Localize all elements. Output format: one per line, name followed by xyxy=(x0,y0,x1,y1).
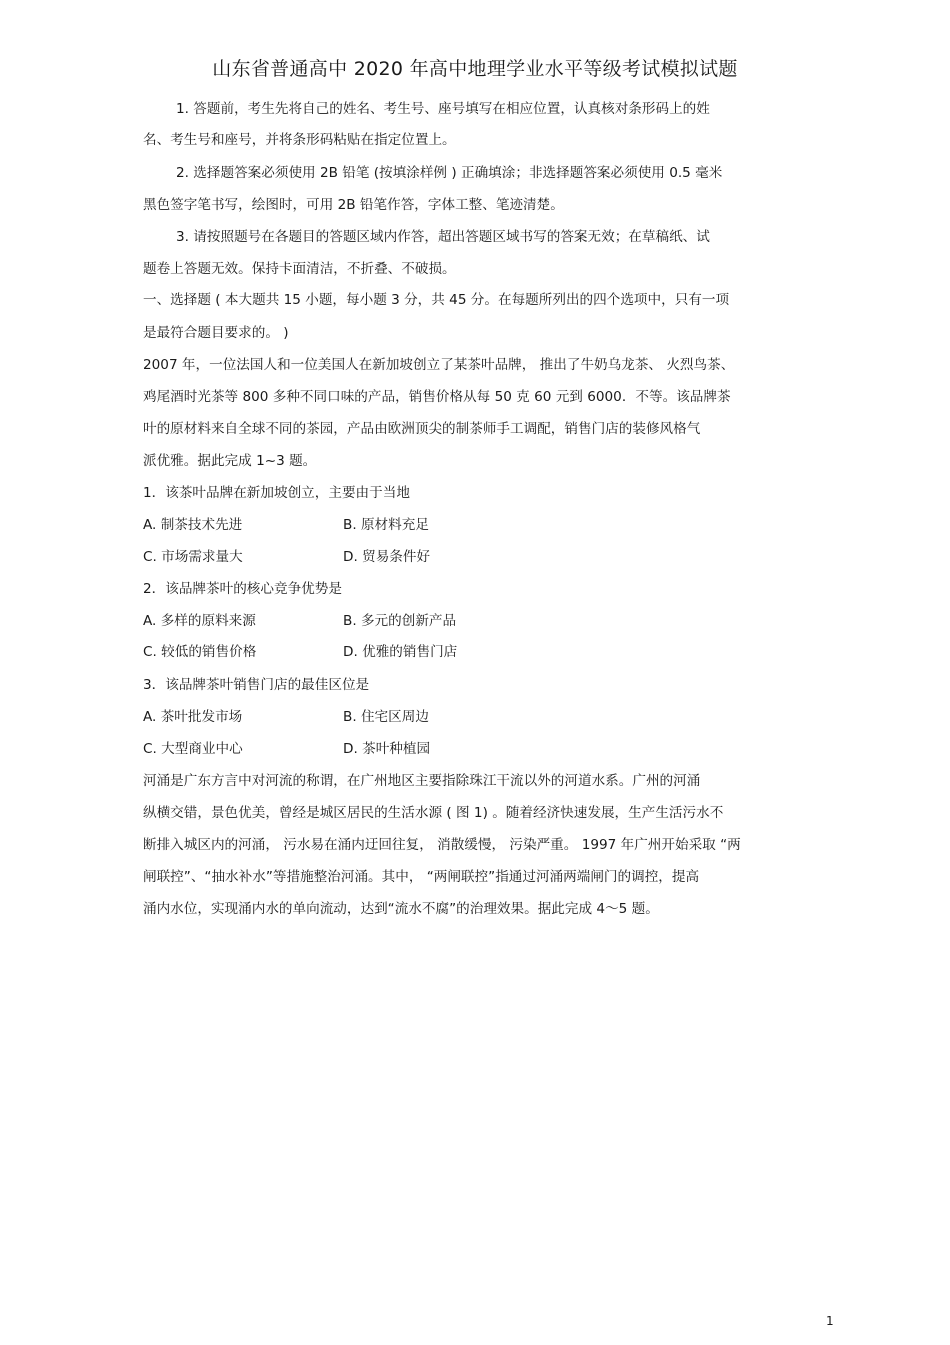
instruction-1-line2: 名、考生号和座号，并将条形码粘贴在指定位置上。 xyxy=(143,132,456,148)
page-title: 山东省普通高中 2020 年高中地理学业水平等级考试模拟试题 xyxy=(212,58,738,80)
question-3-option-b: B. 住宅区周边 xyxy=(343,709,429,725)
instruction-2-line1: 2. 选择题答案必须使用 2B 铅笔 (按填涂样例 ) 正确填涂；非选择题答案必须使用 0.5 毫米 xyxy=(176,165,723,181)
question-2-option-c: C. 较低的销售价格 xyxy=(143,644,257,660)
passage2-line4: 闸联控”、“抽水补水”等措施整治河涌。其中， “两闸联控”指通过河涌两端闸门的调控，提高 xyxy=(143,869,700,885)
passage2-line5: 涌内水位，实现涌内水的单向流动，达到“流水不腐”的治理效果。据此完成 4～5 题。 xyxy=(143,901,659,917)
instruction-1-line1: 1. 答题前，考生先将自己的姓名、考生号、座号填写在相应位置，认真核对条形码上的姓 xyxy=(176,101,710,117)
question-2-option-d: D. 优雅的销售门店 xyxy=(343,644,458,660)
section-header-line1: 一、选择题 ( 本大题共 15 小题，每小题 3 分，共 45 分。在每题所列出的四个选项中，只有一项 xyxy=(143,292,730,308)
question-3-option-d: D. 茶叶种植园 xyxy=(343,741,431,757)
passage1-line2: 鸡尾酒时光茶等 800 多种不同口味的产品，销售价格从每 50 克 60 元到 6000．不等。该品牌茶 xyxy=(143,389,731,405)
passage2-line3: 断排入城区内的河涌， 污水易在涌内迂回往复， 消散缓慢， 污染严重。 1997 年广州开始采取 “两 xyxy=(143,837,741,853)
passage1-line4: 派优雅。据此完成 1~3 题。 xyxy=(143,453,317,469)
question-1-option-a: A. 制茶技术先进 xyxy=(143,517,243,533)
passage1-line3: 叶的原材料来自全球不同的茶园，产品由欧洲顶尖的制茶师手工调配，销售门店的装修风格气 xyxy=(143,421,701,437)
question-1-option-b: B. 原材料充足 xyxy=(343,517,429,533)
passage2-line1: 河涌是广东方言中对河流的称谓，在广州地区主要指除珠江干流以外的河道水系。广州的河涌 xyxy=(143,773,701,789)
instruction-2-line2: 黑色签字笔书写，绘图时，可用 2B 铅笔作答，字体工整、笔迹清楚。 xyxy=(143,197,564,213)
section-header-line2: 是最符合题目要求的。 ) xyxy=(143,325,289,341)
question-3-option-c: C. 大型商业中心 xyxy=(143,741,243,757)
question-1-option-d: D. 贸易条件好 xyxy=(343,549,431,565)
question-1-option-c: C. 市场需求量大 xyxy=(143,549,243,565)
question-2-option-b: B. 多元的创新产品 xyxy=(343,613,457,629)
question-2-stem: 2．该品牌茶叶的核心竞争优势是 xyxy=(143,581,342,597)
passage1-line1: 2007 年，一位法国人和一位美国人在新加坡创立了某茶叶品牌， 推出了牛奶乌龙茶、 火烈鸟茶、 xyxy=(143,357,735,373)
question-1-stem: 1．该茶叶品牌在新加坡创立，主要由于当地 xyxy=(143,485,410,501)
question-3-stem: 3．该品牌茶叶销售门店的最佳区位是 xyxy=(143,677,370,693)
page-number: 1 xyxy=(826,1314,834,1328)
question-2-option-a: A. 多样的原料来源 xyxy=(143,613,256,629)
instruction-3-line2: 题卷上答题无效。保持卡面清洁，不折叠、不破损。 xyxy=(143,261,456,277)
instruction-3-line1: 3. 请按照题号在各题目的答题区域内作答，超出答题区域书写的答案无效；在草稿纸、试 xyxy=(176,229,710,245)
passage2-line2: 纵横交错，景色优美，曾经是城区居民的生活水源 ( 图 1) 。随着经济快速发展，生产生活污水不 xyxy=(143,805,724,821)
question-3-option-a: A. 茶叶批发市场 xyxy=(143,709,243,725)
